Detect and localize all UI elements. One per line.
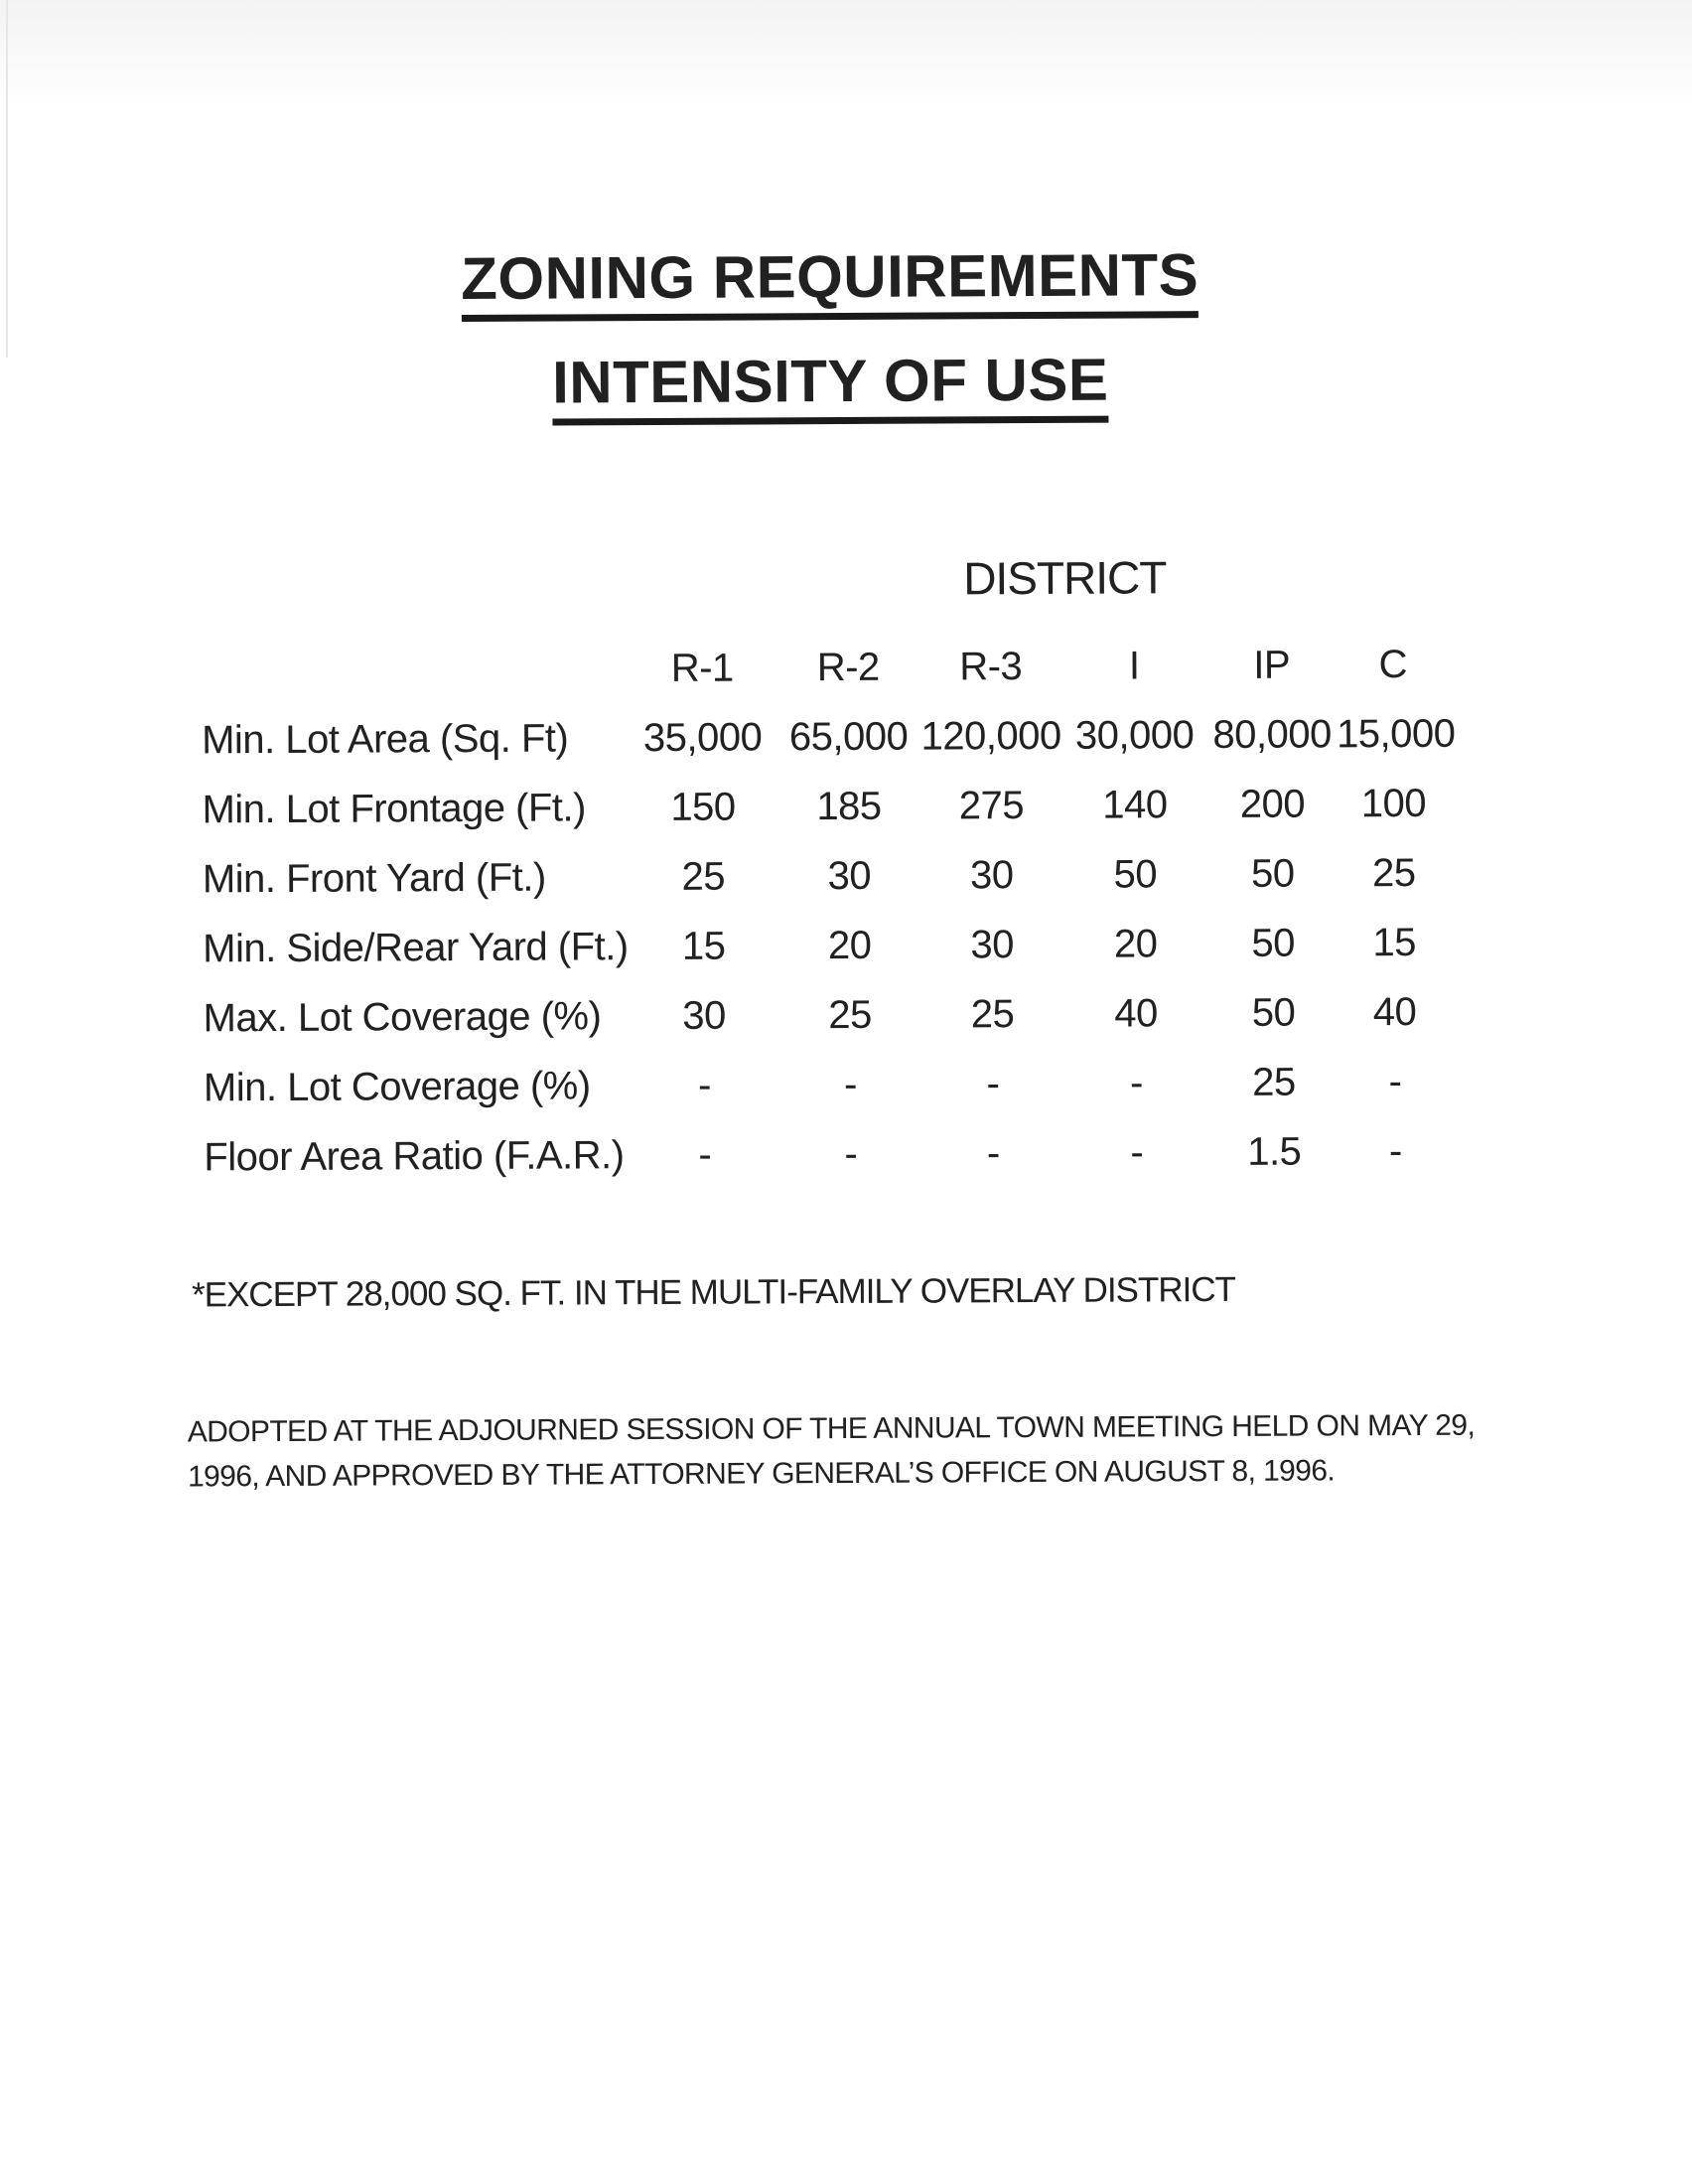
zoning-requirements-table — [194, 630, 1456, 1193]
table-cell: 50 — [1251, 921, 1296, 965]
table-cell: - — [1388, 1128, 1402, 1173]
footnote: *EXCEPT 28,000 SQ. FT. IN THE MULTI-FAMILY OVERLAY DISTRICT — [191, 1269, 1236, 1315]
row-label: Min. Lot Area (Sq. Ft) — [202, 715, 569, 762]
column-header-r2: R-2 — [816, 645, 880, 689]
table-cell: 25 — [681, 854, 726, 899]
row-label: Min. Lot Frontage (Ft.) — [202, 785, 587, 831]
table-cell: 20 — [827, 923, 872, 967]
table-cell: 30 — [969, 852, 1014, 897]
column-header-c: C — [1378, 642, 1408, 686]
table-cell: - — [698, 1132, 712, 1177]
table-cell: 25 — [828, 992, 872, 1037]
table-cell: 20 — [1113, 921, 1158, 966]
table-cell: 15,000 — [1337, 711, 1456, 756]
table-cell: 30,000 — [1074, 712, 1195, 758]
district-group-header: DISTRICT — [963, 551, 1167, 605]
column-header-r1: R-1 — [670, 646, 734, 690]
table-cell: 100 — [1360, 781, 1427, 825]
adoption-note — [188, 1403, 1476, 1500]
table-cell: 30 — [827, 853, 872, 898]
table-header-row — [194, 630, 1450, 706]
page-subtitle-text: INTENSITY OF USE — [552, 351, 1109, 426]
column-header-r3: R-3 — [959, 644, 1023, 688]
adoption-line-1: ADOPTED AT THE ADJOURNED SESSION OF THE ANNUAL TOWN MEETING HELD ON MAY 29, — [187, 1408, 1476, 1449]
table-cell: - — [844, 1131, 858, 1176]
table-cell: 40 — [1114, 990, 1158, 1036]
table-corner-cell — [194, 634, 629, 705]
table-cell: 30 — [682, 993, 726, 1038]
table-cell: 200 — [1239, 782, 1306, 826]
table-row — [194, 769, 1450, 845]
table-cell: - — [1388, 1059, 1402, 1103]
table-cell: 50 — [1113, 851, 1158, 897]
table-cell: 25 — [1371, 850, 1416, 895]
row-label: Floor Area Ratio (F.A.R.) — [204, 1132, 625, 1179]
table-cell: 140 — [1102, 782, 1168, 827]
column-header-ip: IP — [1253, 643, 1291, 687]
table-cell: 35,000 — [642, 714, 763, 760]
table-cell: - — [1129, 1060, 1143, 1105]
adoption-line-2: 1996, AND APPROVED BY THE ATTORNEY GENERAL’S OFFICE ON AUGUST 8, 1996. — [187, 1454, 1336, 1494]
row-label: Max. Lot Coverage (%) — [203, 993, 602, 1040]
table-cell: - — [843, 1062, 857, 1106]
row-label: Min. Front Yard (Ft.) — [202, 855, 546, 901]
row-label: Min. Side/Rear Yard (Ft.) — [203, 924, 629, 970]
table-row — [196, 1116, 1452, 1193]
column-header-i: I — [1128, 643, 1140, 688]
table-cell: 15 — [1372, 920, 1417, 964]
page-title-text: ZONING REQUIREMENTS — [461, 245, 1198, 322]
table-cell: 80,000 — [1212, 711, 1332, 757]
table-cell: 185 — [816, 784, 882, 828]
table-cell: 15 — [681, 924, 726, 968]
table-cell: 120,000 — [920, 713, 1061, 759]
table-row — [195, 977, 1451, 1054]
table-row — [194, 699, 1450, 776]
table-cell: 65,000 — [788, 714, 909, 759]
table-row — [196, 1047, 1452, 1123]
table-cell: - — [986, 1061, 1000, 1105]
table-cell: 150 — [670, 785, 736, 829]
page-subtitle — [135, 348, 1525, 427]
table-cell: - — [697, 1063, 711, 1107]
table-cell: 50 — [1250, 851, 1295, 896]
table-cell: 50 — [1251, 990, 1296, 1035]
table-row — [195, 908, 1451, 984]
table-cell: - — [1130, 1129, 1144, 1175]
table-cell: 1.5 — [1247, 1129, 1302, 1174]
table-cell: 40 — [1372, 989, 1417, 1034]
page-title — [135, 243, 1525, 323]
table-cell: 275 — [958, 783, 1025, 827]
row-label: Min. Lot Coverage (%) — [203, 1063, 591, 1109]
table-cell: 30 — [970, 922, 1015, 966]
table-row — [195, 838, 1451, 915]
table-cell: 25 — [970, 991, 1015, 1036]
table-cell: - — [986, 1130, 1000, 1175]
table-cell: 25 — [1252, 1060, 1296, 1104]
